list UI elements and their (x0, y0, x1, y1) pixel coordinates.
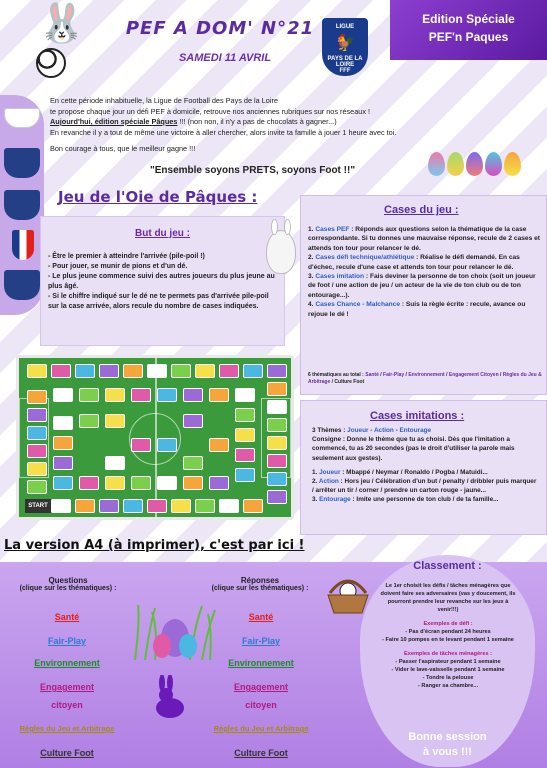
theme-label: Environnement (408, 372, 445, 378)
rules-list (48, 252, 278, 312)
board-cell (219, 364, 239, 378)
questions-link[interactable]: Santé (54, 612, 80, 622)
board-cell (105, 476, 125, 490)
board-cell (235, 448, 255, 462)
imitation-item (312, 495, 537, 504)
ranking-text (378, 582, 518, 690)
case-item (308, 253, 540, 272)
slogan: "Ensemble soyons PRETS, soyons Foot !!" (150, 165, 356, 176)
case-number: 3. (308, 273, 314, 281)
board-cell (75, 499, 95, 513)
imitation-theme: Entourage (399, 427, 432, 434)
board-cell (131, 476, 151, 490)
intro-line-2: te propose chaque jour un défi PEF à domicile, retrouve nos anciennes rubriques sur nos réseaux ! (50, 106, 371, 116)
imitations-title: Cases imitations : (370, 410, 465, 422)
board-cell (243, 499, 263, 513)
case-text: : Suis la règle écrite : recule, avance ou rejoue le dé ! (308, 301, 526, 318)
questions-link[interactable]: Culture Foot (40, 748, 94, 758)
board-cell (27, 480, 47, 494)
imitations-text (312, 426, 537, 505)
questions-link[interactable]: Environnement (34, 658, 100, 668)
case-number: 2. (308, 254, 314, 262)
board-cell (53, 436, 73, 450)
intro-line-1: En cette période inhabituelle, la Ligue de Football des Pays de la Loire (50, 96, 278, 105)
reponses-link[interactable]: citoyen (245, 700, 277, 710)
board-cell (51, 499, 71, 513)
league-crest-logo (322, 18, 368, 76)
imitation-label: Action (318, 478, 339, 486)
imitation-text: : Imite une personne de ton club / de ta famille... (350, 496, 499, 504)
board-cell (27, 364, 47, 378)
board-cell (79, 388, 99, 402)
rule-item: - Être le premier à atteindre l'arrivée (pile-poil !) (48, 253, 205, 260)
cases-title: Cases du jeu : (384, 204, 459, 216)
board-cell (27, 408, 47, 422)
page-date: SAMEDI 11 AVRIL (178, 52, 272, 64)
board-cell (209, 388, 229, 402)
edition-line-2: PEF'n Paques (428, 30, 509, 44)
intro-line-3 (50, 117, 490, 128)
tache-item: - Passer l'aspirateur pendant 1 semaine (395, 659, 501, 665)
sidebar-logo-3[interactable] (4, 190, 40, 220)
board-cell (171, 364, 191, 378)
board-cell (27, 390, 47, 404)
tache-item: - Tondre la pelouse (422, 675, 474, 681)
intro-line-4: En revanche il y a tout de même une victoire à aller chercher, alors invite ta famille à jouer 1 heure avec toi. (50, 127, 397, 137)
board-cell (147, 364, 167, 378)
board-cell (235, 428, 255, 442)
board-cell (99, 499, 119, 513)
questions-subtitle: (clique sur les thématiques) : (19, 585, 117, 592)
board-cell (183, 456, 203, 470)
imitation-item (312, 468, 537, 477)
board-cell (219, 499, 239, 513)
board-cell (75, 364, 95, 378)
sidebar-logo-2[interactable] (4, 148, 40, 178)
crest-line-3: FFF (339, 68, 351, 74)
theme-label: Santé (365, 372, 379, 378)
egg-icon (485, 152, 502, 176)
case-number: 4. (308, 301, 314, 309)
reponses-link[interactable]: Culture Foot (234, 748, 288, 758)
board-cell (267, 418, 287, 432)
crest-line-1: LIGUE (335, 24, 355, 30)
board-cell (235, 408, 255, 422)
taches-title: Exemples de tâches ménagères : (404, 651, 492, 657)
rules-title: But du jeu : (135, 228, 190, 239)
cases-list (308, 225, 540, 319)
football-icon (36, 48, 66, 78)
intro-line-5: Bon courage à tous, que le meilleur gagne !!! (50, 144, 196, 153)
board-cell (157, 388, 177, 402)
questions-title: Questions (48, 576, 88, 585)
imitation-text: : Hors jeu / Célébration d'un but / penalty / dribbler puis marquer / arrêter un tir / corner / prendre un carton rouge - jaune... (312, 478, 537, 495)
easter-eggs-image (428, 152, 522, 178)
intro-highlight: Aujourd'hui, édition spéciale Pâques (50, 117, 178, 126)
board-cell (131, 388, 151, 402)
board-cell (157, 438, 177, 452)
tache-item: - Ranger sa chambre... (418, 683, 478, 689)
sidebar-logo-4[interactable] (12, 230, 34, 260)
board-cell (267, 364, 287, 378)
intro-text (50, 96, 490, 155)
board-cell (195, 499, 215, 513)
rule-item: - Le plus jeune commence suivi des autres joueurs du plus jeune au plus âgé. (48, 273, 275, 290)
rooster-icon: 🐓 (335, 35, 355, 52)
case-label: Cases défi technique/athlétique (315, 254, 415, 262)
crest-line-2: PAYS DE LA LOIRE (327, 56, 363, 68)
edition-line-1: Edition Spéciale (422, 12, 515, 26)
imitations-consigne: Consigne : Donne le thème que tu as choisi. Dès que l'imitation a commencé, tu as 20 secondes (pas le droit d'utiliser la parole mais seulement aux gestes). (312, 436, 515, 462)
reponses-heading (200, 576, 320, 592)
egg-icon (466, 152, 483, 176)
egg-icon (504, 152, 521, 176)
case-number: 1. (308, 226, 314, 233)
case-item (308, 272, 540, 300)
board-cell (267, 382, 287, 396)
case-label: Cases imitation (315, 273, 365, 281)
board-cell (209, 438, 229, 452)
board-cell (267, 400, 287, 414)
ranking-closing (380, 730, 515, 760)
reponses-link[interactable]: Santé (248, 612, 274, 622)
defi-item: - Faire 10 pompes en te levant pendant 1 semaine (382, 637, 514, 643)
board-cell (53, 476, 73, 490)
board-start-label: START (25, 499, 51, 513)
board-cell (123, 364, 143, 378)
board-cell (267, 454, 287, 468)
questions-link[interactable]: Fair-Play (47, 636, 87, 646)
imitation-label: Entourage (319, 496, 351, 504)
easter-bunny-icon: 🐰 (38, 3, 86, 45)
game-section-title: Jeu de l'Oie de Pâques : (58, 188, 258, 206)
reponses-link[interactable]: Fair-Play (241, 636, 281, 646)
imitation-text: : Mbappé / Neymar / Ronaldo / Pogba / Matuidi... (340, 468, 488, 476)
board-cell (27, 444, 47, 458)
board-cell (99, 364, 119, 378)
board-cell (105, 388, 125, 402)
reponses-link[interactable]: Règles du Jeu et Arbitrage (213, 724, 309, 733)
board-cell (79, 476, 99, 490)
board-cell (79, 414, 99, 428)
imitation-number: 2. (312, 478, 318, 486)
board-cell (235, 388, 255, 402)
board-cell (51, 364, 71, 378)
egg-icon (447, 152, 464, 176)
questions-link[interactable]: Règles du Jeu et Arbitrage (19, 724, 115, 733)
board-cell (53, 456, 73, 470)
reponses-subtitle: (clique sur les thématiques) : (211, 585, 309, 592)
egg-icon (428, 152, 445, 176)
easter-grass-image (130, 600, 220, 660)
board-cell (27, 426, 47, 440)
board-cell (183, 476, 203, 490)
defis-title: Exemples de défi : (423, 621, 473, 627)
board-cell (243, 364, 263, 378)
board-cell (183, 414, 203, 428)
case-item (308, 225, 540, 253)
theme-label: Culture Foot (334, 379, 365, 385)
board-cell (157, 476, 177, 490)
imitation-theme: Joueur (347, 427, 369, 434)
imitations-themes-prefix: 3 Thèmes : (312, 427, 348, 434)
board-cell (267, 436, 287, 450)
reponses-link[interactable]: Engagement (233, 682, 288, 692)
case-text: : Réponds aux questions selon la thématique de la case correspondante. Si tu donnes une mauvaise réponse, recule de 2 cases et attends ton tour pour relancer le dé. (308, 226, 540, 252)
board-cell (53, 416, 73, 430)
ranking-title: Classement : (413, 560, 482, 572)
board-cell (267, 490, 287, 504)
reponses-title: Réponses (240, 576, 280, 585)
case-label: Cases PEF (315, 226, 350, 233)
board-cell (105, 414, 125, 428)
imitation-theme: Action (373, 427, 394, 434)
board-cell (131, 438, 151, 452)
a4-download-link[interactable]: La version A4 (à imprimer), c'est par ici ! (4, 538, 305, 553)
questions-heading (8, 576, 128, 592)
page-title: PEF A DOM' N°21 (125, 18, 315, 39)
board-cell (123, 499, 143, 513)
case-text: : Réalise le défi demandé. En cas d'échec, recule d'une case et attends ton tour pour relancer le dé. (308, 254, 520, 271)
board-cell (267, 472, 287, 486)
ranking-intro: Le 1er choisit les défis / tâches ménagères que doivent faire ses adversaires (vas y doucement, ils pourront prendre leur revanche sur les jeux à venir!!!) (380, 583, 516, 613)
theme-label: Règles du Jeu & Arbitrage (308, 372, 542, 385)
imitation-label: Joueur (319, 468, 341, 476)
game-board-image[interactable] (16, 355, 294, 520)
sidebar-logo-5[interactable] (4, 270, 40, 300)
themes-prefix: 6 thématiques au total : (308, 372, 366, 378)
board-cell (195, 364, 215, 378)
closing-line-1: Bonne session (408, 731, 487, 743)
imitation-number: 3. (312, 496, 318, 504)
defi-item: - Pas d'écran pendant 24 heures (405, 629, 491, 635)
questions-link[interactable]: citoyen (51, 700, 83, 710)
imitations-themes: 3 Thèmes : Joueur - Action - Entourage (312, 427, 432, 434)
intro-line-3-rest: !!! (non non, il n'y a pas de chocolats à gagner...) (177, 117, 337, 126)
themes-line: 6 thématiques au total : Santé / Fair-Play / Environnement / Engagement Citoyen / Règles du Jeu & Arbitrage / Culture Foot (308, 372, 542, 385)
edition-banner (390, 0, 547, 60)
board-cell (105, 456, 125, 470)
imitation-item (312, 477, 537, 495)
board-cell (27, 462, 47, 476)
case-text: : Fais deviner la personne de ton choix (soit un joueur de foot / une action de jeu / un acteur de la vie de ton club ou de ton entourage...). (308, 273, 536, 299)
theme-label: Fair-Play (383, 372, 405, 378)
questions-link[interactable]: Engagement (39, 682, 94, 692)
board-cell (209, 476, 229, 490)
rule-item: - Pour jouer, se munir de pions et d'un dé. (48, 263, 188, 270)
sidebar-logo-1[interactable] (4, 108, 40, 128)
rule-item: - Si le chiffre indiqué sur le dé ne te permets pas d'arrivée pile-poil sur la case arrivée, alors recule du nombre de cases indiquées. (48, 293, 269, 310)
closing-line-2: à vous !!! (423, 746, 472, 758)
rabbit-icon (266, 230, 296, 274)
case-label: Cases Chance - Malchance (315, 301, 401, 309)
imitation-number: 1. (312, 468, 318, 476)
purple-bunny-icon (150, 675, 188, 719)
board-cell (53, 388, 73, 402)
board-cell (235, 468, 255, 482)
tache-item: - Vider le lave-vaisselle pendant 1 semaine (391, 667, 505, 673)
board-cell (171, 499, 191, 513)
board-cell (183, 388, 203, 402)
case-item (308, 300, 540, 319)
board-cell (147, 499, 167, 513)
theme-label: Engagement Citoyen (448, 372, 499, 378)
reponses-link[interactable]: Environnement (228, 658, 294, 668)
